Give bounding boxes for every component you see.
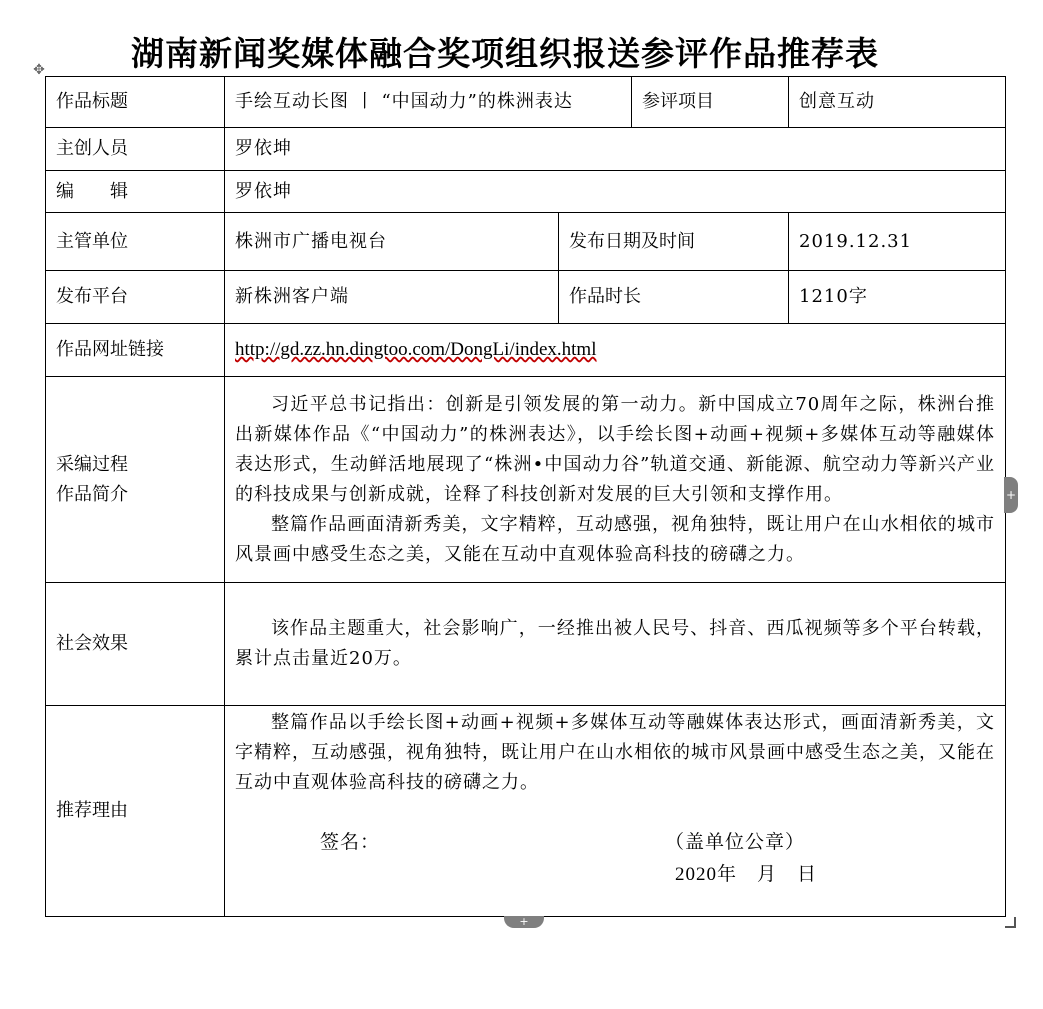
table-row-title [46, 77, 1006, 128]
resize-corner-icon[interactable] [1005, 917, 1016, 928]
value-publish-platform[interactable]: 新株洲客户端 [225, 271, 559, 324]
value-process-summary[interactable] [225, 377, 1006, 583]
value-social-effect[interactable] [225, 583, 1006, 706]
table-row-url [46, 324, 1006, 377]
social-effect-paragraph: 该作品主题重大，社会影响广，一经推出被人民号、抖音、西瓜视频等多个平台转载，累计点击量近20万。 [235, 618, 996, 669]
table-row-summary [46, 377, 1006, 583]
value-entry-category[interactable]: 创意互动 [789, 77, 1006, 128]
label-recommendation-reason: 推荐理由 [46, 706, 225, 917]
value-main-creator[interactable]: 罗依坤 [225, 128, 1006, 171]
label-supervising-unit: 主管单位 [46, 213, 225, 271]
label-editor: 编 辑 [46, 171, 225, 213]
table-row-social-effect [46, 583, 1006, 706]
signature-label: 签名： [320, 832, 381, 853]
summary-paragraph-2: 整篇作品画面清新秀美，文字精粹，互动感强，视角独特，既让用户在山水相依的城市风景画中感受生态之美，又能在互动中直观体验高科技的磅礴之力。 [235, 513, 996, 565]
value-work-title[interactable]: 手绘互动长图 丨 “中国动力”的株洲表达 [225, 77, 632, 128]
date-label: 2020年 月 日 [675, 864, 818, 885]
recommendation-paragraph: 整篇作品以手绘长图+动画+视频+多媒体互动等融媒体表达形式，画面清新秀美，文字精粹，互动感强，视角独特，既让用户在山水相依的城市风景画中感受生态之美，又能在互动中直观体验高科技的磅礴之力。 [235, 712, 996, 793]
value-recommendation-reason[interactable] [225, 706, 1006, 917]
form-title: 湖南新闻奖媒体融合奖项组织报送参评作品推荐表 [131, 34, 879, 73]
label-entry-category: 参评项目 [632, 77, 789, 128]
value-supervising-unit[interactable]: 株洲市广播电视台 [225, 213, 559, 271]
table-row-recommendation [46, 706, 1006, 917]
label-work-url: 作品网址链接 [46, 324, 225, 377]
label-process-line1: 采编过程 [56, 453, 128, 475]
value-editor[interactable]: 罗依坤 [225, 171, 1006, 213]
label-publish-date: 发布日期及时间 [559, 213, 789, 271]
value-work-url-cell [225, 324, 1006, 377]
recommendation-form-table [45, 76, 1006, 917]
summary-paragraph-1: 习近平总书记指出：创新是引领发展的第一动力。新中国成立70周年之际，株洲台推出新媒体作品《“中国动力”的株洲表达》，以手绘长图+动画+视频+多媒体互动等融媒体表达形式，生动鲜活地展现了“株洲•中国动力谷”轨道交通、新能源、航空动力等新兴产业的科技成果与创新成就，诠释了科技创新对发展的巨大引领和支撑作用。 [235, 393, 996, 505]
label-process-summary [46, 377, 225, 583]
table-row-editor [46, 171, 1006, 213]
label-work-length: 作品时长 [559, 271, 789, 324]
plus-icon[interactable]: + [504, 916, 544, 928]
plus-icon[interactable]: + [1004, 477, 1018, 513]
signature-area [235, 828, 995, 898]
label-work-title: 作品标题 [46, 77, 225, 128]
value-publish-date[interactable]: 2019.12.31 [789, 213, 1006, 271]
label-publish-platform: 发布平台 [46, 271, 225, 324]
move-arrows-icon[interactable]: ✥ [33, 62, 45, 78]
work-url-link[interactable]: http://gd.zz.hn.dingtoo.com/DongLi/index.html [235, 339, 597, 360]
table-row-unit [46, 213, 1006, 271]
label-social-effect: 社会效果 [46, 583, 225, 706]
value-work-length[interactable]: 1210字 [789, 271, 1006, 324]
label-process-line2: 作品简介 [56, 483, 128, 505]
table-row-platform [46, 271, 1006, 324]
label-main-creator: 主创人员 [46, 128, 225, 171]
table-row-creator [46, 128, 1006, 171]
stamp-label: （盖单位公章） [665, 832, 806, 853]
